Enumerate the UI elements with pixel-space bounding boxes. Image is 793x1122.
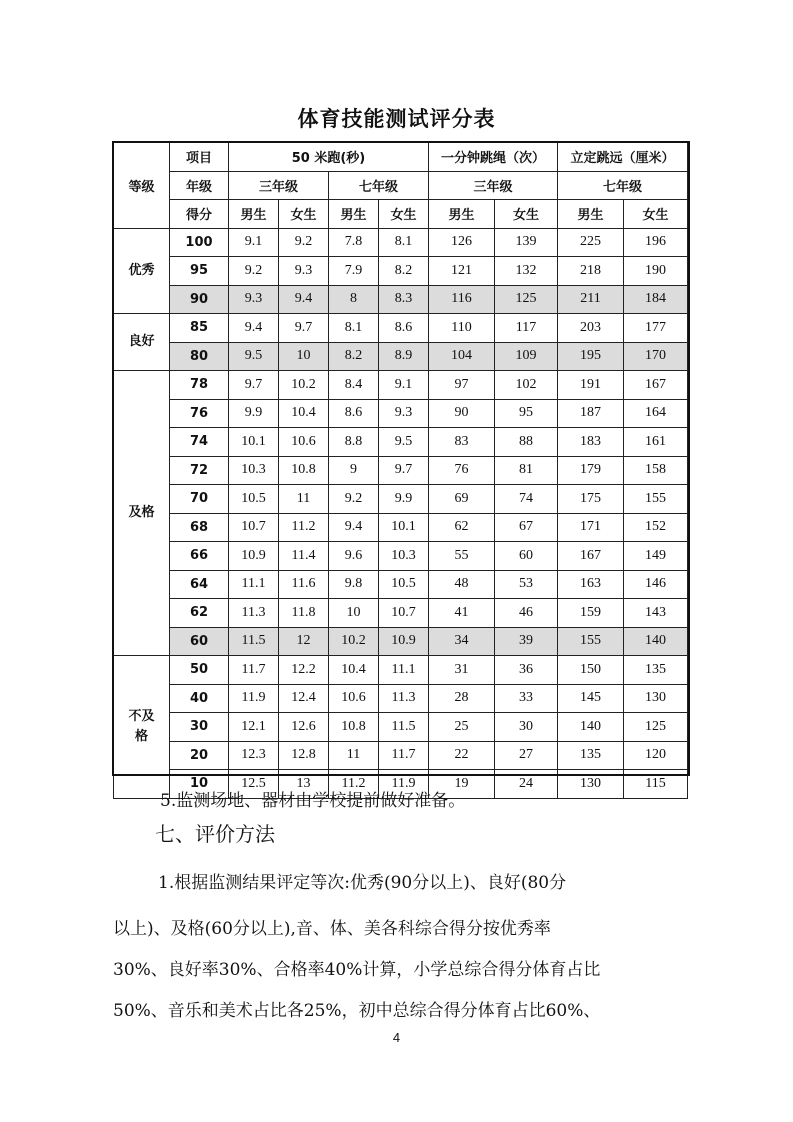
run50-g7-male-cell: 7.9: [329, 257, 379, 286]
rope-g3-female-cell: 125: [495, 285, 558, 314]
jump-g7-male-cell: 211: [558, 285, 624, 314]
score-cell: 70: [170, 485, 229, 514]
run50-g7-female-cell: 11.7: [379, 741, 429, 770]
table-row: [114, 228, 688, 257]
run50-g7-male-cell: 11.2: [329, 770, 379, 799]
run50-g3-female-cell: 12.8: [279, 741, 329, 770]
jump-g7-female-cell: 115: [624, 770, 688, 799]
run50-g3-male-cell: 9.4: [229, 314, 279, 343]
score-cell: 66: [170, 542, 229, 571]
run50-g7-male-cell: 9.6: [329, 542, 379, 571]
run50-g3-male-cell: 9.3: [229, 285, 279, 314]
run50-g7-male-cell: 9: [329, 456, 379, 485]
rope-g3-female-cell: 30: [495, 713, 558, 742]
rope-g3-female-cell: 102: [495, 371, 558, 400]
gender-male: 男生: [229, 200, 279, 229]
score-cell: 60: [170, 627, 229, 656]
run50-g3-male-cell: 9.7: [229, 371, 279, 400]
run50-g3-female-cell: 11.6: [279, 570, 329, 599]
rope-g3-female-cell: 67: [495, 513, 558, 542]
jump-g7-male-cell: 150: [558, 656, 624, 685]
run50-g7-male-cell: 9.8: [329, 570, 379, 599]
run50-g3-female-cell: 10.4: [279, 399, 329, 428]
run50-g7-female-cell: 9.5: [379, 428, 429, 457]
grade-header: 等级: [114, 143, 170, 229]
run50-g7-male-cell: 8.8: [329, 428, 379, 457]
rope-g3-female-cell: 139: [495, 228, 558, 257]
run50-g7-male-cell: 8.6: [329, 399, 379, 428]
jump-g7-female-cell: 120: [624, 741, 688, 770]
rope-g3-male-cell: 62: [429, 513, 495, 542]
document-title: 体育技能测试评分表: [297, 107, 496, 131]
run50-g3-female-cell: 12.6: [279, 713, 329, 742]
run50-g3-male-cell: 9.2: [229, 257, 279, 286]
rope-g3-female-cell: 24: [495, 770, 558, 799]
run50-g3-female-cell: 11.2: [279, 513, 329, 542]
level-cell: 不及格: [114, 656, 170, 799]
jump-g7-male-cell: 130: [558, 770, 624, 799]
run50-g7-female-cell: 9.3: [379, 399, 429, 428]
table-row: [114, 371, 688, 400]
rope-g3-male-cell: 22: [429, 741, 495, 770]
run50-header: 50 米跑(秒): [229, 143, 429, 172]
jump-g7-male-cell: 225: [558, 228, 624, 257]
score-cell: 20: [170, 741, 229, 770]
run50-g7-male-cell: 11: [329, 741, 379, 770]
run50-g7-male-cell: 7.8: [329, 228, 379, 257]
run50-g3-male-cell: 12.1: [229, 713, 279, 742]
jump-g7-female-cell: 167: [624, 371, 688, 400]
jump-g7-female-cell: 196: [624, 228, 688, 257]
table-row: [114, 656, 688, 685]
header-row-gender: [114, 200, 688, 229]
run50-g3-male-cell: 12.5: [229, 770, 279, 799]
jump-g7-male-cell: 195: [558, 342, 624, 371]
jump-g7-male-cell: 187: [558, 399, 624, 428]
jump-g7-female-cell: 140: [624, 627, 688, 656]
score-cell: 74: [170, 428, 229, 457]
jump-g7-female-cell: 155: [624, 485, 688, 514]
run50-g3-female-cell: 12.4: [279, 684, 329, 713]
rope-g3-female-cell: 27: [495, 741, 558, 770]
run50-g3-female-cell: 9.2: [279, 228, 329, 257]
run50-grade7-header: 七年级: [329, 171, 429, 200]
score-cell: 40: [170, 684, 229, 713]
run50-g7-female-cell: 9.9: [379, 485, 429, 514]
paragraph-line-2: 以上)、及格(60分以上),音、体、美各科综合得分按优秀率: [113, 919, 551, 939]
jump-g7-female-cell: 143: [624, 599, 688, 628]
run50-g7-male-cell: 10.2: [329, 627, 379, 656]
gender-female: 女生: [279, 200, 329, 229]
rope-g3-female-cell: 74: [495, 485, 558, 514]
rope-g3-female-cell: 60: [495, 542, 558, 571]
score-label: 得分: [170, 200, 229, 229]
gender-female: 女生: [624, 200, 688, 229]
score-cell: 64: [170, 570, 229, 599]
rope-g3-female-cell: 88: [495, 428, 558, 457]
score-cell: 80: [170, 342, 229, 371]
gender-female: 女生: [495, 200, 558, 229]
run50-g3-male-cell: 10.3: [229, 456, 279, 485]
page-number: 4: [392, 1030, 401, 1045]
run50-g3-female-cell: 10.8: [279, 456, 329, 485]
paragraph-line-1: 1.根据监测结果评定等次:优秀(90分以上)、良好(80分: [158, 873, 567, 893]
run50-g3-female-cell: 10.6: [279, 428, 329, 457]
jump-g7-female-cell: 130: [624, 684, 688, 713]
score-table-body: [114, 143, 688, 799]
jump-g7-male-cell: 183: [558, 428, 624, 457]
run50-g3-female-cell: 9.7: [279, 314, 329, 343]
rope-g3-male-cell: 69: [429, 485, 495, 514]
run50-g3-male-cell: 10.9: [229, 542, 279, 571]
rope-g3-female-cell: 109: [495, 342, 558, 371]
jump-g7-male-cell: 163: [558, 570, 624, 599]
jump-g7-male-cell: 179: [558, 456, 624, 485]
rope-g3-female-cell: 46: [495, 599, 558, 628]
run50-g3-female-cell: 10.2: [279, 371, 329, 400]
rope-g3-male-cell: 25: [429, 713, 495, 742]
score-cell: 72: [170, 456, 229, 485]
table-row: [114, 257, 688, 286]
score-cell: 95: [170, 257, 229, 286]
run50-g7-female-cell: 8.6: [379, 314, 429, 343]
score-cell: 76: [170, 399, 229, 428]
gender-male: 男生: [429, 200, 495, 229]
rope-grade3-header: 三年级: [429, 171, 558, 200]
rope-g3-male-cell: 19: [429, 770, 495, 799]
jump-g7-female-cell: 152: [624, 513, 688, 542]
run50-g3-male-cell: 11.1: [229, 570, 279, 599]
jump-header: 立定跳远（厘米）: [558, 143, 688, 172]
table-row: [114, 513, 688, 542]
rope-g3-male-cell: 90: [429, 399, 495, 428]
rope-g3-male-cell: 104: [429, 342, 495, 371]
run50-g7-female-cell: 10.1: [379, 513, 429, 542]
run50-g3-male-cell: 11.9: [229, 684, 279, 713]
run50-g7-male-cell: 10.6: [329, 684, 379, 713]
table-row: [114, 314, 688, 343]
run50-g7-male-cell: 10.4: [329, 656, 379, 685]
section-7-heading: 七、评价方法: [155, 822, 275, 846]
run50-g7-male-cell: 8.4: [329, 371, 379, 400]
table-row: [114, 342, 688, 371]
run50-g7-female-cell: 9.7: [379, 456, 429, 485]
jump-g7-female-cell: 158: [624, 456, 688, 485]
run50-g3-male-cell: 12.3: [229, 741, 279, 770]
jump-g7-male-cell: 218: [558, 257, 624, 286]
run50-g7-female-cell: 8.2: [379, 257, 429, 286]
run50-g7-male-cell: 8: [329, 285, 379, 314]
jump-g7-male-cell: 167: [558, 542, 624, 571]
run50-g3-female-cell: 11: [279, 485, 329, 514]
jump-g7-female-cell: 146: [624, 570, 688, 599]
jump-grade7-header: 七年级: [558, 171, 688, 200]
run50-g7-female-cell: 11.1: [379, 656, 429, 685]
item-5-text: 5.监测场地、器材由学校提前做好准备。: [160, 791, 466, 811]
run50-g7-female-cell: 8.3: [379, 285, 429, 314]
rope-g3-male-cell: 76: [429, 456, 495, 485]
jump-g7-female-cell: 170: [624, 342, 688, 371]
table-row: [114, 684, 688, 713]
run50-g7-male-cell: 9.4: [329, 513, 379, 542]
gender-male: 男生: [558, 200, 624, 229]
jump-g7-female-cell: 135: [624, 656, 688, 685]
rope-g3-male-cell: 97: [429, 371, 495, 400]
score-cell: 62: [170, 599, 229, 628]
rope-g3-male-cell: 41: [429, 599, 495, 628]
run50-g3-female-cell: 9.4: [279, 285, 329, 314]
run50-g7-female-cell: 10.5: [379, 570, 429, 599]
table-row: [114, 456, 688, 485]
score-cell: 78: [170, 371, 229, 400]
run50-grade3-header: 三年级: [229, 171, 329, 200]
table-row: [114, 713, 688, 742]
score-cell: 30: [170, 713, 229, 742]
run50-g7-female-cell: 10.3: [379, 542, 429, 571]
run50-g7-male-cell: 10.8: [329, 713, 379, 742]
table-row: [114, 285, 688, 314]
jump-g7-male-cell: 171: [558, 513, 624, 542]
score-cell: 100: [170, 228, 229, 257]
table-row: [114, 485, 688, 514]
rope-g3-female-cell: 33: [495, 684, 558, 713]
rope-g3-male-cell: 28: [429, 684, 495, 713]
table-row: [114, 428, 688, 457]
table-row: [114, 599, 688, 628]
jump-g7-male-cell: 175: [558, 485, 624, 514]
jump-g7-male-cell: 155: [558, 627, 624, 656]
rope-g3-male-cell: 55: [429, 542, 495, 571]
run50-g3-female-cell: 11.4: [279, 542, 329, 571]
run50-g7-female-cell: 11.9: [379, 770, 429, 799]
run50-g3-male-cell: 9.5: [229, 342, 279, 371]
run50-g7-female-cell: 9.1: [379, 371, 429, 400]
run50-g3-male-cell: 9.1: [229, 228, 279, 257]
run50-g3-male-cell: 10.1: [229, 428, 279, 457]
score-cell: 68: [170, 513, 229, 542]
run50-g3-female-cell: 12.2: [279, 656, 329, 685]
table-row: [114, 741, 688, 770]
rope-g3-male-cell: 126: [429, 228, 495, 257]
level-cell: 优秀: [114, 228, 170, 314]
table-row: [114, 542, 688, 571]
run50-g7-female-cell: 8.1: [379, 228, 429, 257]
gender-female: 女生: [379, 200, 429, 229]
run50-g3-female-cell: 10: [279, 342, 329, 371]
jump-g7-male-cell: 191: [558, 371, 624, 400]
run50-g3-male-cell: 11.7: [229, 656, 279, 685]
rope-g3-female-cell: 36: [495, 656, 558, 685]
score-cell: 90: [170, 285, 229, 314]
jump-g7-male-cell: 135: [558, 741, 624, 770]
level-cell: 及格: [114, 371, 170, 656]
score-cell: 85: [170, 314, 229, 343]
run50-g3-male-cell: 11.5: [229, 627, 279, 656]
table-row: [114, 570, 688, 599]
run50-g7-female-cell: 11.3: [379, 684, 429, 713]
run50-g3-male-cell: 9.9: [229, 399, 279, 428]
jump-g7-female-cell: 164: [624, 399, 688, 428]
run50-g7-male-cell: 8.2: [329, 342, 379, 371]
gender-male: 男生: [329, 200, 379, 229]
run50-g7-female-cell: 8.9: [379, 342, 429, 371]
run50-g3-male-cell: 10.7: [229, 513, 279, 542]
jump-g7-female-cell: 177: [624, 314, 688, 343]
run50-g3-female-cell: 13: [279, 770, 329, 799]
header-row-items: [114, 143, 688, 172]
score-table: [113, 142, 688, 799]
run50-g7-male-cell: 8.1: [329, 314, 379, 343]
rope-header: 一分钟跳绳（次）: [429, 143, 558, 172]
rope-g3-female-cell: 132: [495, 257, 558, 286]
rope-g3-male-cell: 116: [429, 285, 495, 314]
jump-g7-female-cell: 184: [624, 285, 688, 314]
rope-g3-female-cell: 81: [495, 456, 558, 485]
rope-g3-male-cell: 31: [429, 656, 495, 685]
run50-g3-female-cell: 9.3: [279, 257, 329, 286]
level-cell: 良好: [114, 314, 170, 371]
rope-g3-male-cell: 121: [429, 257, 495, 286]
rope-g3-male-cell: 83: [429, 428, 495, 457]
paragraph-line-3: 30%、良好率30%、合格率40%计算，小学总综合得分体育占比: [113, 960, 601, 980]
run50-g7-male-cell: 10: [329, 599, 379, 628]
score-cell: 50: [170, 656, 229, 685]
run50-g7-female-cell: 11.5: [379, 713, 429, 742]
jump-g7-female-cell: 149: [624, 542, 688, 571]
run50-g3-male-cell: 11.3: [229, 599, 279, 628]
run50-g3-female-cell: 11.8: [279, 599, 329, 628]
jump-g7-female-cell: 161: [624, 428, 688, 457]
jump-g7-male-cell: 203: [558, 314, 624, 343]
table-row: [114, 627, 688, 656]
rope-g3-female-cell: 53: [495, 570, 558, 599]
jump-g7-male-cell: 145: [558, 684, 624, 713]
table-row: [114, 399, 688, 428]
jump-g7-female-cell: 125: [624, 713, 688, 742]
rope-g3-male-cell: 48: [429, 570, 495, 599]
rope-g3-female-cell: 117: [495, 314, 558, 343]
rope-g3-male-cell: 110: [429, 314, 495, 343]
item-label: 项目: [170, 143, 229, 172]
jump-g7-male-cell: 159: [558, 599, 624, 628]
run50-g7-male-cell: 9.2: [329, 485, 379, 514]
header-row-grades: [114, 171, 688, 200]
run50-g7-female-cell: 10.9: [379, 627, 429, 656]
rope-g3-male-cell: 34: [429, 627, 495, 656]
jump-g7-female-cell: 190: [624, 257, 688, 286]
score-cell: 10: [170, 770, 229, 799]
grade-year-label: 年级: [170, 171, 229, 200]
jump-g7-male-cell: 140: [558, 713, 624, 742]
paragraph-line-4: 50%、音乐和美术占比各25%，初中总综合得分体育占比60%、: [113, 1001, 601, 1021]
run50-g3-male-cell: 10.5: [229, 485, 279, 514]
rope-g3-female-cell: 39: [495, 627, 558, 656]
run50-g7-female-cell: 10.7: [379, 599, 429, 628]
run50-g3-female-cell: 12: [279, 627, 329, 656]
rope-g3-female-cell: 95: [495, 399, 558, 428]
